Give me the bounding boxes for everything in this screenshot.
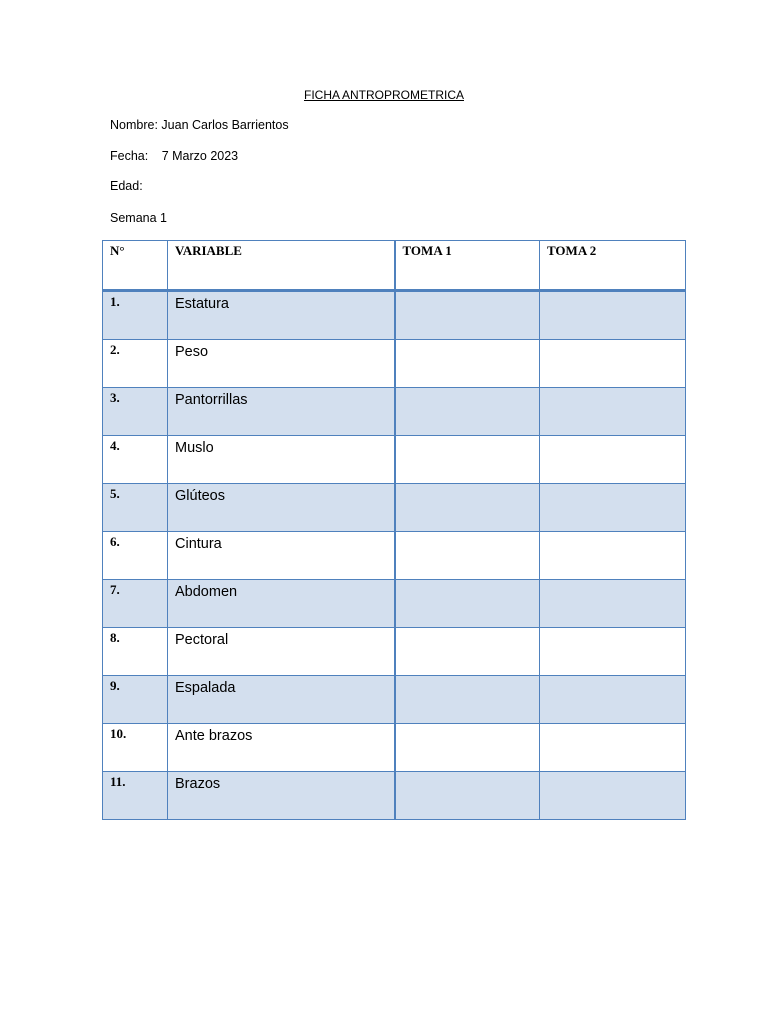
row-toma2-cell[interactable]	[540, 724, 686, 772]
row-toma2-cell[interactable]	[540, 580, 686, 628]
row-number: 5.	[103, 484, 168, 532]
row-toma1-cell[interactable]	[395, 580, 540, 628]
row-variable: Brazos	[168, 772, 395, 820]
row-toma1-cell[interactable]	[395, 340, 540, 388]
row-toma1-cell[interactable]	[395, 532, 540, 580]
row-toma2-cell[interactable]	[540, 628, 686, 676]
table-row	[103, 772, 686, 820]
table-row	[103, 532, 686, 580]
row-toma1-cell[interactable]	[395, 628, 540, 676]
table-row	[103, 340, 686, 388]
row-toma2-cell[interactable]	[540, 484, 686, 532]
row-variable: Peso	[168, 340, 395, 388]
semana-label: Semana 1	[110, 211, 167, 225]
row-variable: Ante brazos	[168, 724, 395, 772]
row-toma2-cell[interactable]	[540, 340, 686, 388]
row-number: 4.	[103, 436, 168, 484]
row-toma1-cell[interactable]	[395, 484, 540, 532]
table-row	[103, 580, 686, 628]
row-variable: Abdomen	[168, 580, 395, 628]
row-number: 11.	[103, 772, 168, 820]
row-number: 9.	[103, 676, 168, 724]
fecha-value: 7 Marzo 2023	[161, 149, 239, 163]
fecha-line	[110, 149, 238, 163]
measurements-table	[102, 240, 686, 820]
row-toma2-cell[interactable]	[540, 772, 686, 820]
row-variable: Pantorrillas	[168, 388, 395, 436]
row-toma2-cell[interactable]	[540, 291, 686, 340]
row-number: 8.	[103, 628, 168, 676]
row-variable: Muslo	[168, 436, 395, 484]
row-variable: Glúteos	[168, 484, 395, 532]
row-number: 7.	[103, 580, 168, 628]
fecha-label: Fecha:	[110, 149, 149, 163]
row-variable: Cintura	[168, 532, 395, 580]
header-num: N°	[103, 241, 168, 291]
row-toma1-cell[interactable]	[395, 291, 540, 340]
table-row	[103, 676, 686, 724]
header-toma2: TOMA 2	[540, 241, 686, 291]
table-row	[103, 436, 686, 484]
row-variable: Espalada	[168, 676, 395, 724]
table-header-row	[103, 241, 686, 291]
nombre-label: Nombre:	[110, 118, 158, 132]
table-row	[103, 628, 686, 676]
row-toma2-cell[interactable]	[540, 676, 686, 724]
nombre-line	[110, 118, 289, 132]
row-number: 2.	[103, 340, 168, 388]
row-toma1-cell[interactable]	[395, 676, 540, 724]
row-variable: Estatura	[168, 291, 395, 340]
row-toma2-cell[interactable]	[540, 388, 686, 436]
row-number: 6.	[103, 532, 168, 580]
header-toma1: TOMA 1	[395, 241, 540, 291]
table-row	[103, 291, 686, 340]
row-number: 10.	[103, 724, 168, 772]
row-toma1-cell[interactable]	[395, 388, 540, 436]
document-title: FICHA ANTROPROMETRICA	[303, 88, 464, 102]
table-row	[103, 388, 686, 436]
header-variable: VARIABLE	[168, 241, 395, 291]
row-toma1-cell[interactable]	[395, 436, 540, 484]
row-variable: Pectoral	[168, 628, 395, 676]
table-row	[103, 724, 686, 772]
table-row	[103, 484, 686, 532]
row-toma2-cell[interactable]	[540, 532, 686, 580]
row-toma2-cell[interactable]	[540, 436, 686, 484]
row-toma1-cell[interactable]	[395, 772, 540, 820]
edad-label: Edad:	[110, 179, 143, 193]
row-number: 1.	[103, 291, 168, 340]
edad-line	[110, 179, 143, 193]
row-toma1-cell[interactable]	[395, 724, 540, 772]
nombre-value: Juan Carlos Barrientos	[161, 118, 289, 132]
row-number: 3.	[103, 388, 168, 436]
